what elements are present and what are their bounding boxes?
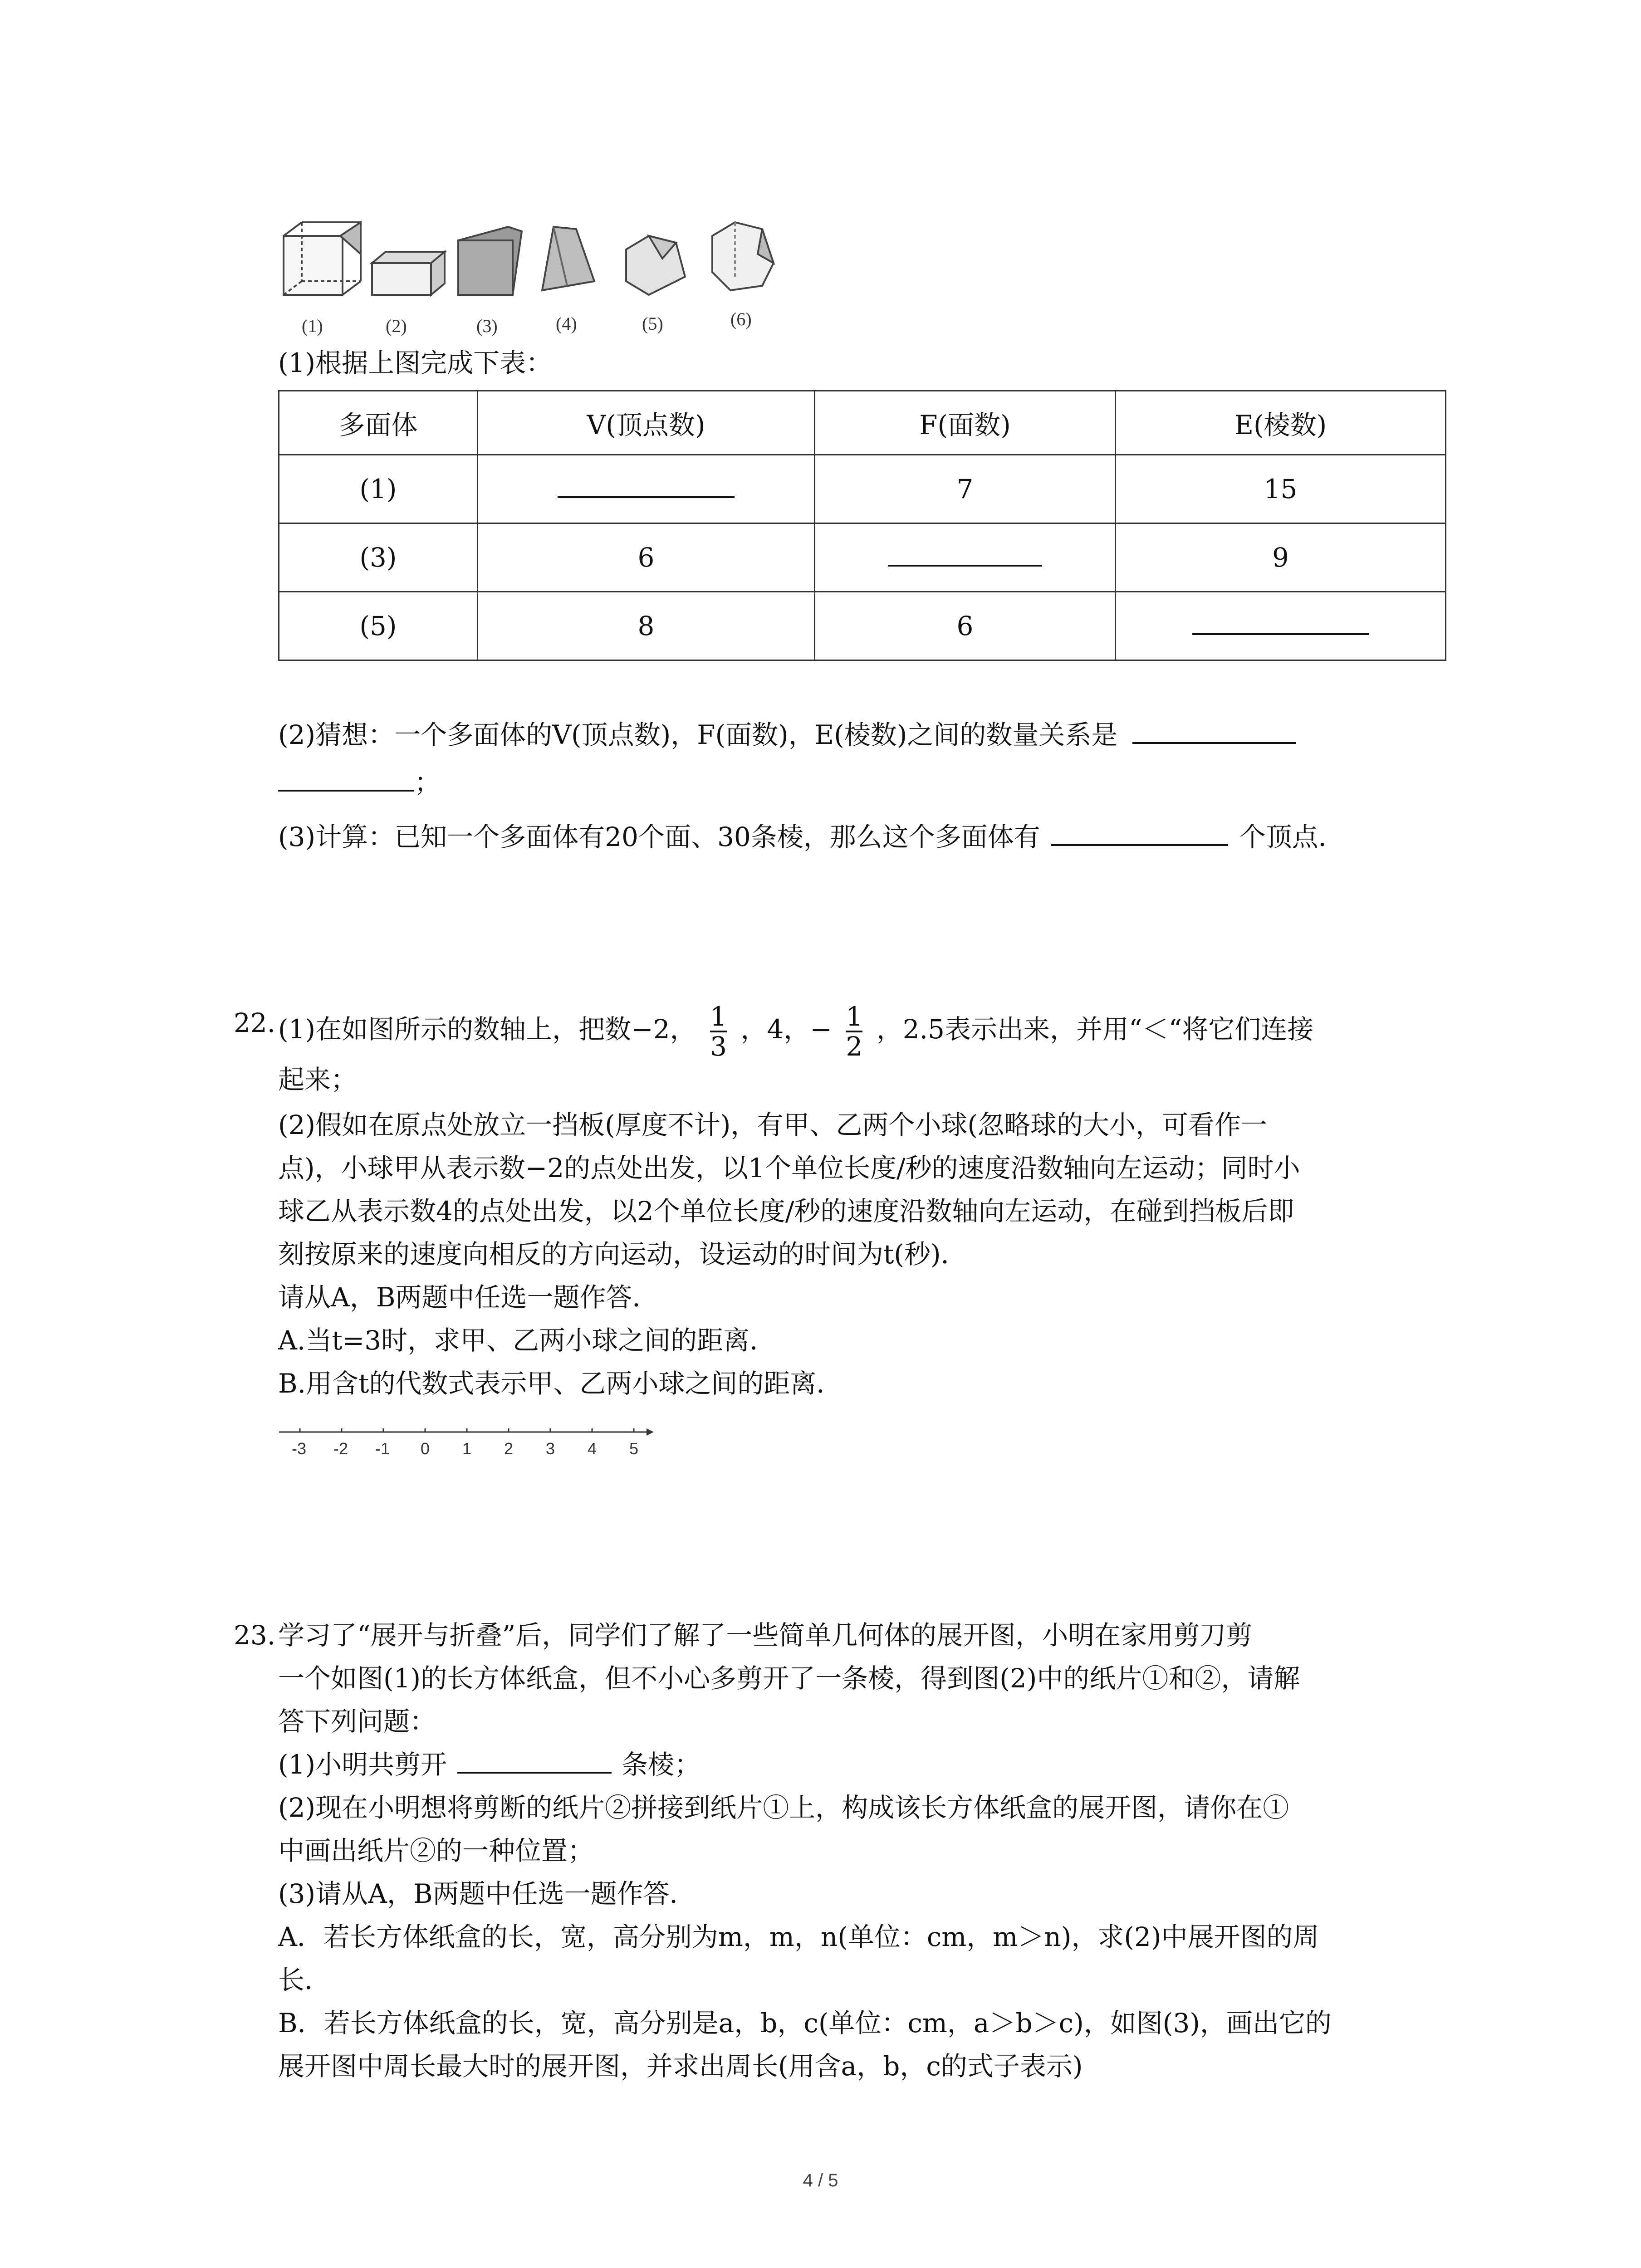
answer-blank[interactable] bbox=[1051, 826, 1228, 846]
q23-line4 bbox=[278, 1744, 700, 1785]
q23-line4-a: (1)小明共剪开 bbox=[278, 1749, 447, 1780]
q23-line4-b: 条棱； bbox=[622, 1749, 701, 1780]
q23-line10: B．若长方体纸盒的长，宽，高分别是a，b，c(单位：cm，a＞b＞c)，如图(3)，画出它的 bbox=[278, 2008, 1332, 2038]
tick-label: 2 bbox=[504, 1439, 514, 1458]
figure-label-2: (2) bbox=[386, 316, 407, 336]
table-cell: 15 bbox=[1116, 455, 1446, 523]
table-header-cell: V(顶点数) bbox=[478, 391, 815, 455]
q22-number: 22. bbox=[234, 1007, 276, 1038]
table-cell: (1) bbox=[279, 455, 478, 523]
q23-line3: 答下列问题： bbox=[278, 1706, 436, 1737]
tick-label: 3 bbox=[546, 1439, 555, 1458]
table-header-cell: E(棱数) bbox=[1116, 391, 1446, 455]
q23-line9: 长． bbox=[278, 1965, 331, 1995]
q22-line5: 球乙从表示数4的点处出发，以2个单位长度/秒的速度沿数轴向左运动，在碰到挡板后即 bbox=[278, 1196, 1294, 1227]
q21-part1: (1)根据上图完成下表： bbox=[278, 347, 553, 378]
table-cell: (5) bbox=[279, 592, 478, 660]
table-cell: 8 bbox=[478, 592, 815, 660]
q22-line1-a: (1)在如图所示的数轴上，把数−2， bbox=[278, 1014, 696, 1045]
page-number: 4 / 5 bbox=[803, 2170, 838, 2190]
table-header-row bbox=[279, 391, 1446, 455]
q21-part3-text: (3)计算：已知一个多面体有20个面、30条棱，那么这个多面体有 bbox=[278, 821, 1040, 852]
table-header-cell: F(面数) bbox=[815, 391, 1116, 455]
q22-line3: (2)假如在原点处放立一挡板(厚度不计)，有甲、乙两个小球(忽略球的大小，可看作一 bbox=[278, 1110, 1268, 1140]
q22-line8: A.当t=3时，求甲、乙两小球之间的距离． bbox=[278, 1325, 776, 1356]
tick-label: -1 bbox=[375, 1439, 390, 1458]
q23-line7: (3)请从A，B两题中任选一题作答． bbox=[278, 1878, 696, 1909]
q23-line11: 展开图中周长最大时的展开图，并求出周长(用含a，b，c的式子表示) bbox=[278, 2051, 1083, 2082]
q23-number: 23. bbox=[234, 1620, 276, 1651]
q23-line5: (2)现在小明想将剪断的纸片②拼接到纸片①上，构成该长方体纸盒的展开图，请你在① bbox=[278, 1792, 1289, 1823]
tick-label: 5 bbox=[629, 1439, 639, 1458]
q23-line6: 中画出纸片②的一种位置； bbox=[278, 1835, 594, 1866]
q22-line1 bbox=[278, 1002, 1313, 1061]
frac2-numerator: 1 bbox=[846, 1001, 863, 1032]
q21-part2-line1 bbox=[278, 714, 1296, 755]
table-row bbox=[279, 592, 1446, 660]
answer-blank[interactable] bbox=[278, 772, 414, 792]
q23-line2: 一个如图(1)的长方体纸盒，但不小心多剪开了一条棱，得到图(2)中的纸片①和②，请解 bbox=[278, 1663, 1300, 1694]
tick-label: -2 bbox=[333, 1439, 348, 1458]
q22-line2: 起来； bbox=[278, 1064, 358, 1095]
tick-label: 0 bbox=[421, 1439, 430, 1458]
figure-label-6: (6) bbox=[730, 309, 752, 329]
figure-label-3: (3) bbox=[476, 316, 498, 336]
q22-line7: 请从A，B两题中任选一题作答． bbox=[278, 1282, 659, 1313]
table-header-cell: 多面体 bbox=[279, 391, 478, 455]
table-cell: (3) bbox=[279, 523, 478, 592]
answer-blank[interactable] bbox=[1192, 615, 1369, 635]
q23-line8: A．若长方体纸盒的长，宽，高分别为m，m，n(单位：cm，m＞n)，求(2)中展开图的周 bbox=[278, 1921, 1319, 1952]
q22-line1-b: ，4，− bbox=[740, 1014, 832, 1045]
fraction-one-half bbox=[846, 1002, 862, 1061]
q21-part3-end: 个顶点． bbox=[1239, 821, 1345, 852]
q21-part2-line2 bbox=[278, 762, 441, 803]
q22-line1-c: ，2.5表示出来，并用“＜“将它们连接 bbox=[876, 1014, 1314, 1045]
tick-label: -3 bbox=[292, 1439, 307, 1458]
polyhedra-figure bbox=[277, 218, 821, 340]
q21-part3 bbox=[278, 816, 1345, 857]
figure-label-1: (1) bbox=[302, 316, 323, 336]
table-blank-cell[interactable] bbox=[478, 455, 815, 523]
table-cell: 7 bbox=[815, 455, 1116, 523]
q22-line6: 刻按原来的速度向相反的方向运动，设运动的时间为t(秒)． bbox=[278, 1239, 967, 1270]
fraction-one-third bbox=[710, 1002, 727, 1061]
answer-blank[interactable] bbox=[457, 1754, 612, 1774]
table-cell: 6 bbox=[478, 523, 815, 592]
figure-label-4: (4) bbox=[556, 313, 577, 334]
frac1-numerator: 1 bbox=[710, 1001, 727, 1032]
q22-line4: 点)，小球甲从表示数−2的点处出发，以1个单位长度/秒的速度沿数轴向左运动；同时小 bbox=[278, 1153, 1300, 1183]
table-blank-cell[interactable] bbox=[1116, 592, 1446, 660]
frac2-denominator: 2 bbox=[846, 1031, 863, 1062]
q22-line9: B.用含t的代数式表示甲、乙两小球之间的距离． bbox=[278, 1368, 843, 1399]
table-cell: 9 bbox=[1116, 523, 1446, 592]
q21-part2-text: (2)猜想：一个多面体的V(顶点数)，F(面数)，E(棱数)之间的数量关系是 bbox=[278, 719, 1118, 750]
table-cell: 6 bbox=[815, 592, 1116, 660]
table-row bbox=[279, 455, 1446, 523]
answer-blank[interactable] bbox=[888, 547, 1042, 567]
answer-blank[interactable] bbox=[558, 478, 735, 498]
q23-line1: 学习了“展开与折叠”后，同学们了解了一些简单几何体的展开图，小明在家用剪刀剪 bbox=[278, 1620, 1253, 1651]
table-row bbox=[279, 523, 1446, 592]
q21-part2-end: ； bbox=[414, 767, 441, 798]
tick-label: 1 bbox=[462, 1439, 472, 1458]
figure-label-5: (5) bbox=[642, 313, 663, 334]
tick-label: 4 bbox=[588, 1439, 597, 1458]
number-line bbox=[278, 1427, 655, 1463]
polyhedron-table bbox=[278, 390, 1446, 661]
answer-blank[interactable] bbox=[1132, 724, 1296, 744]
table-blank-cell[interactable] bbox=[815, 523, 1116, 592]
frac1-denominator: 3 bbox=[710, 1031, 727, 1062]
